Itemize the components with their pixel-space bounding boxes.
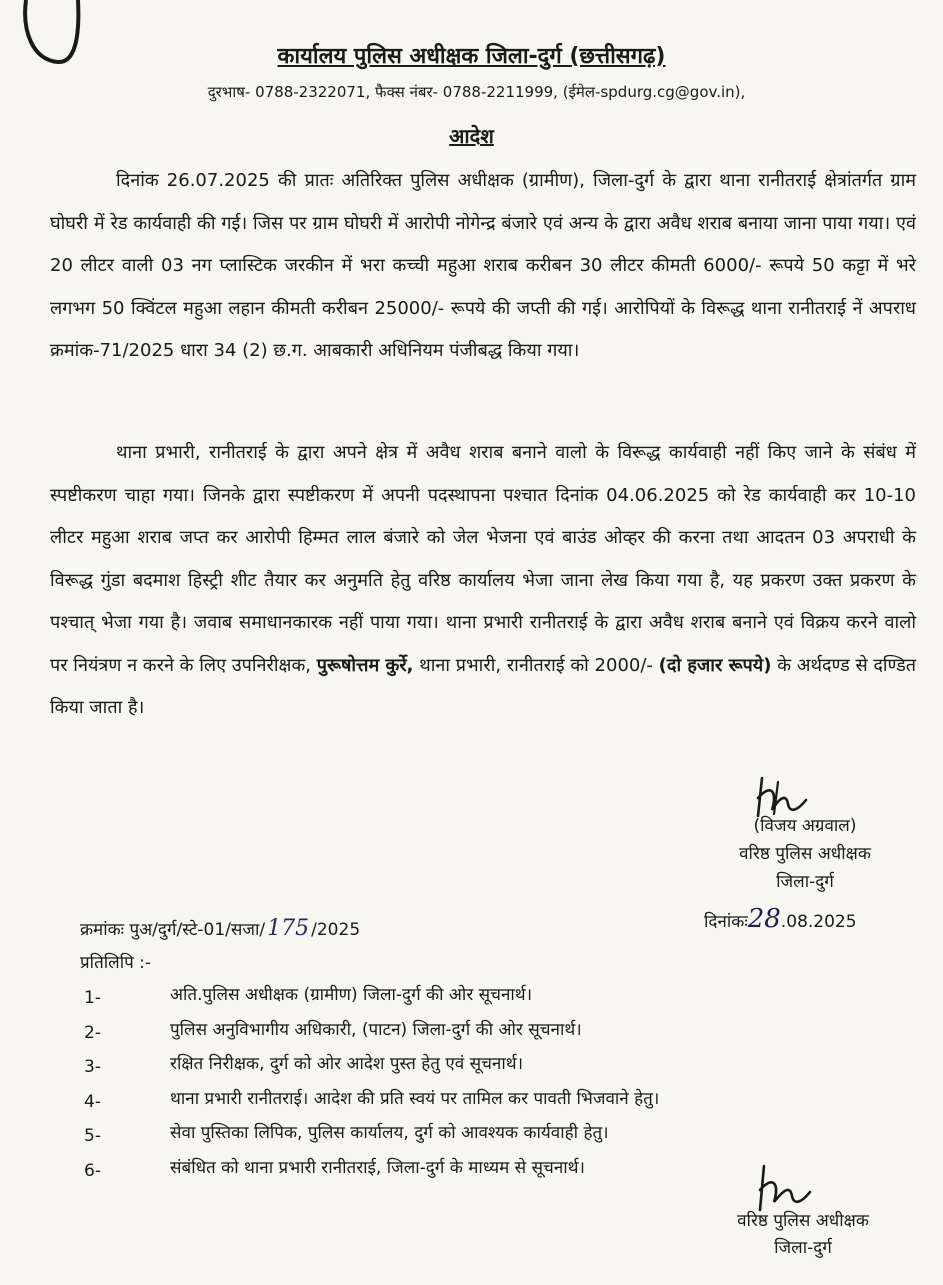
signatory-designation: वरिष्ठ पुलिस अधीक्षक (739, 844, 871, 864)
reference-suffix: /2025 (311, 920, 361, 940)
order-paragraph-1: दिनांक 26.07.2025 की प्रातः अतिरिक्त पुलिस अधीक्षक (ग्रामीण), जिला-दुर्ग के द्वारा थाना रानीतराई क्षेत्रांतर्गत ग्राम घोघरी में रेड कार्यवाही की गई। जिस पर ग्राम घोघरी में आरोपी नोगेन्द्र बंजारे एवं अन्य के द्वारा अवैध शराब बनाया जाना पाया गया। एवं 20 लीटर वाली 03 नग प्लास्टिक जरकीन में भरा कच्ची महुआ शराब करीबन 30 लीटर कीमती 6000/- रूपये 50 कट्टा में भरे लगभग 50 क्विंटल महुआ लहान कीमती करीबन 25000/- रूपये की जप्ती की गई। आरोपियों के विरूद्ध थाना रानीतराई नें अपराध क्रमांक-71/2025 धारा 34 (2) छ.ग. आबकारी अधिनियम पंजीबद्ध किया गया। (50, 170, 916, 361)
copy-to-number: 4- (84, 1091, 101, 1112)
paragraph-2-text: थाना प्रभारी, रानीतराई के द्वारा अपने क्षेत्र में अवैध शराब बनाने वालो के विरूद्ध कार्यवाही नहीं किए जाने के संबंध में स्पष्टीकरण चाहा गया। जिनके द्वारा स्पष्टीकरण में अपनी पदस्थापना पश्चात दिनांक 04.06.2025 को रेड कार्यवाही कर 10-10 लीटर महुआ शराब जप्त कर आरोपी हिम्मत लाल बंजारे को जेल भेजना एवं बाउंड ओव्हर की करना तथा आदतन 03 अपराधी के विरूद्ध गुंडा बदमाश हिस्ट्री शीट तैयार कर अनुमति हेतु वरिष्ठ कार्यालय भेजा जाना लेख किया गया है, यह प्रकरण उक्त प्रकरण के पश्चात् भेजा गया है। जवाब समाधानकारक नहीं पाया गया। थाना प्रभारी रानीतराई के द्वारा अवैध शराब बनाने एवं विक्रय करने वालो पर नियंत्रण न करने के लिए उपनिरीक्षक, (50, 442, 916, 676)
copy-to-label: प्रतिलिपि :- (80, 953, 152, 973)
date-label: दिनांकः (704, 912, 748, 932)
footer-district: जिला-दुर्ग (774, 1238, 832, 1258)
signatory-name: (विजय अग्रवाल) (753, 816, 857, 836)
signatory-block (690, 812, 920, 896)
copy-to-number: 2- (84, 1022, 101, 1043)
penalty-amount-words: (दो हजार रूपये) (658, 654, 772, 676)
order-date (704, 904, 857, 934)
reference-handwritten-number: 175 (267, 916, 310, 941)
reference-number (80, 916, 360, 941)
copy-to-text: पुलिस अनुविभागीय अधिकारी, (पाटन) जिला-दुर्ग की ओर सूचनार्थ। (170, 1019, 582, 1040)
copy-to-item (84, 1086, 884, 1121)
copy-to-item (84, 1017, 884, 1052)
copy-to-text: सेवा पुस्तिका लिपिक, पुलिस कार्यालय, दुर्ग को आवश्यक कार्यवाही हेतु। (170, 1123, 609, 1144)
copy-to-text: संबंधित को थाना प्रभारी रानीतराई, जिला-दुर्ग के माध्यम से सूचनार्थ। (170, 1157, 585, 1178)
copy-to-number: 1- (84, 988, 101, 1008)
office-title: कार्यालय पुलिस अधीक्षक जिला-दुर्ग (छत्तीसगढ़) (277, 44, 666, 69)
copy-to-text: थाना प्रभारी रानीतराई। आदेश की प्रति स्वयं पर तामिल कर पावती भिजवाने हेतु। (170, 1088, 660, 1109)
copy-to-text: रक्षित निरीक्षक, दुर्ग को ओर आदेश पुस्त हेतु एवं सूचनार्थ। (170, 1054, 524, 1075)
copy-to-number: 5- (84, 1126, 101, 1147)
reference-prefix: क्रमांकः पुअ/दुर्ग/स्टे-01/सजा/ (80, 920, 266, 940)
signatory-district: जिला-दुर्ग (776, 872, 834, 892)
date-handwritten-day: 28 (747, 904, 781, 934)
copy-to-list (84, 982, 884, 1190)
date-rest: .08.2025 (780, 912, 857, 932)
copy-to-text: अति.पुलिस अधीक्षक (ग्रामीण) जिला-दुर्ग की ओर सूचनार्थ। (170, 985, 533, 1005)
copy-to-item (84, 1051, 884, 1086)
copy-to-item (84, 1120, 884, 1155)
order-paragraph-2 (50, 432, 916, 730)
copy-to-number: 6- (84, 1160, 101, 1181)
footer-signatory (718, 1208, 888, 1262)
copy-to-item (84, 982, 884, 1017)
copy-to-number: 3- (84, 1057, 101, 1078)
officer-name: पुरूषोत्तम कुर्रे, (316, 654, 414, 676)
footer-designation: वरिष्ठ पुलिस अधीक्षक (737, 1211, 869, 1231)
contact-details: दुरभाष- 0788-2322071, फैक्स नंबर- 0788-2211999, (ईमेल-spdurg.cg@gov.in), (207, 83, 746, 101)
order-heading: आदेश (449, 124, 494, 148)
paragraph-2-text-cont: थाना प्रभारी, रानीतराई को 2000/- (419, 654, 653, 676)
paragraph-2-closing: के अर्थदण्ड से दण्डित किया जाता है। (50, 654, 916, 718)
